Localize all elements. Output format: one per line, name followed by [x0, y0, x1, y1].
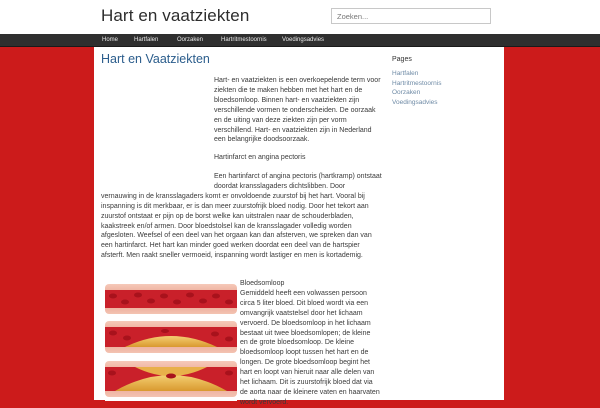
section-heading: Hartinfarct en angina pectoris — [214, 154, 306, 161]
infarct-paragraph-start: Een hartinfarct of angina pectoris (hartkramp) ontstaat doordat kransslagaders dichtslibben. Door — [214, 173, 382, 190]
sidebar-link-oorzaken[interactable]: Oorzaken — [392, 89, 421, 96]
search-input[interactable] — [331, 8, 491, 24]
page-title: Hart en Vaatziekten — [101, 52, 210, 66]
intro-paragraph: Hart- en vaatziekten is een overkoepelende term voor ziekten die te maken hebben met het hart en de bloedsomloop. Binnen hart- en vaatziekten zijn verschillende vormen te onderscheiden. De oorzaak en de uiting van deze ziekten zijn per vorm verschillend. Hart- en vaatziekten zijn in Nederland een belangrijke doodsoorzaak. — [214, 77, 381, 144]
nav-item-oorzaken[interactable]: Oorzaken — [177, 37, 204, 43]
bloedsomloop-section — [240, 279, 380, 408]
sidebar-link-voedingsadvies[interactable]: Voedingsadvies — [392, 98, 438, 106]
nav-item-hartritmestoornis[interactable]: Hartritmestoornis — [221, 37, 267, 43]
artery-illustration — [105, 281, 237, 401]
sidebar-title: Pages — [392, 56, 412, 63]
infarct-paragraph-continued: vernauwing in de kransslagaders komt er onvoldoende zuurstof bij het hart. Vooral bij inspanning is dit merkbaar, er is dan meer zuurstofrijk bloed nodig. Door het tekort aan zuurstof ontstaat er pijn op de borst welke kan uitstralen naar de schouderbladen, kaakstreek en/of armen. Door bloedstolsel kan de kransslagader volledig worden afgesloten. Weefsel of een deel van het orgaan kan dan afsterven, we spreken dan van een hartinfarct. Het hart kan minder goed werken doordat een deel van de hartspier afsterft. Men raakt sneller vermoeid, inspanning wordt lastiger en men is kortademig. — [101, 192, 372, 260]
bloedsomloop-heading: Bloedsomloop — [240, 280, 285, 287]
sidebar-link-hartritmestoornis[interactable]: Hartritmestoornis — [392, 79, 442, 87]
nav-item-voedingsadvies[interactable]: Voedingsadvies — [282, 37, 325, 43]
site-title[interactable]: Hart en vaatziekten — [101, 6, 250, 25]
site-header — [0, 0, 600, 34]
main-navigation — [0, 34, 600, 47]
nav-item-hartfalen[interactable]: Hartfalen — [134, 37, 159, 43]
bloedsomloop-paragraph: Gemiddeld heeft een volwassen persoon circa 5 liter bloed. Dit bloed wordt via een omvangrijk vaatstelsel door het lichaam vervoerd. De bloedsomloop in het lichaam bestaat uit twee bloedsomlopen; de kleine en de grote bloedsomloop. De kleine bloedsomloop loopt tussen het hart en de longen. De grote bloedsomloop begint het hart en loopt van hieruit naar alle delen van het lichaam. Dit is zuurstofrijk bloed dat via de aorta naar de kleinere vaten en haarvaten wordt vervoerd. — [240, 289, 380, 406]
sidebar-link-hartfalen[interactable]: Hartfalen — [392, 70, 419, 77]
content-area — [94, 47, 504, 406]
nav-item-home[interactable]: Home — [102, 37, 119, 43]
